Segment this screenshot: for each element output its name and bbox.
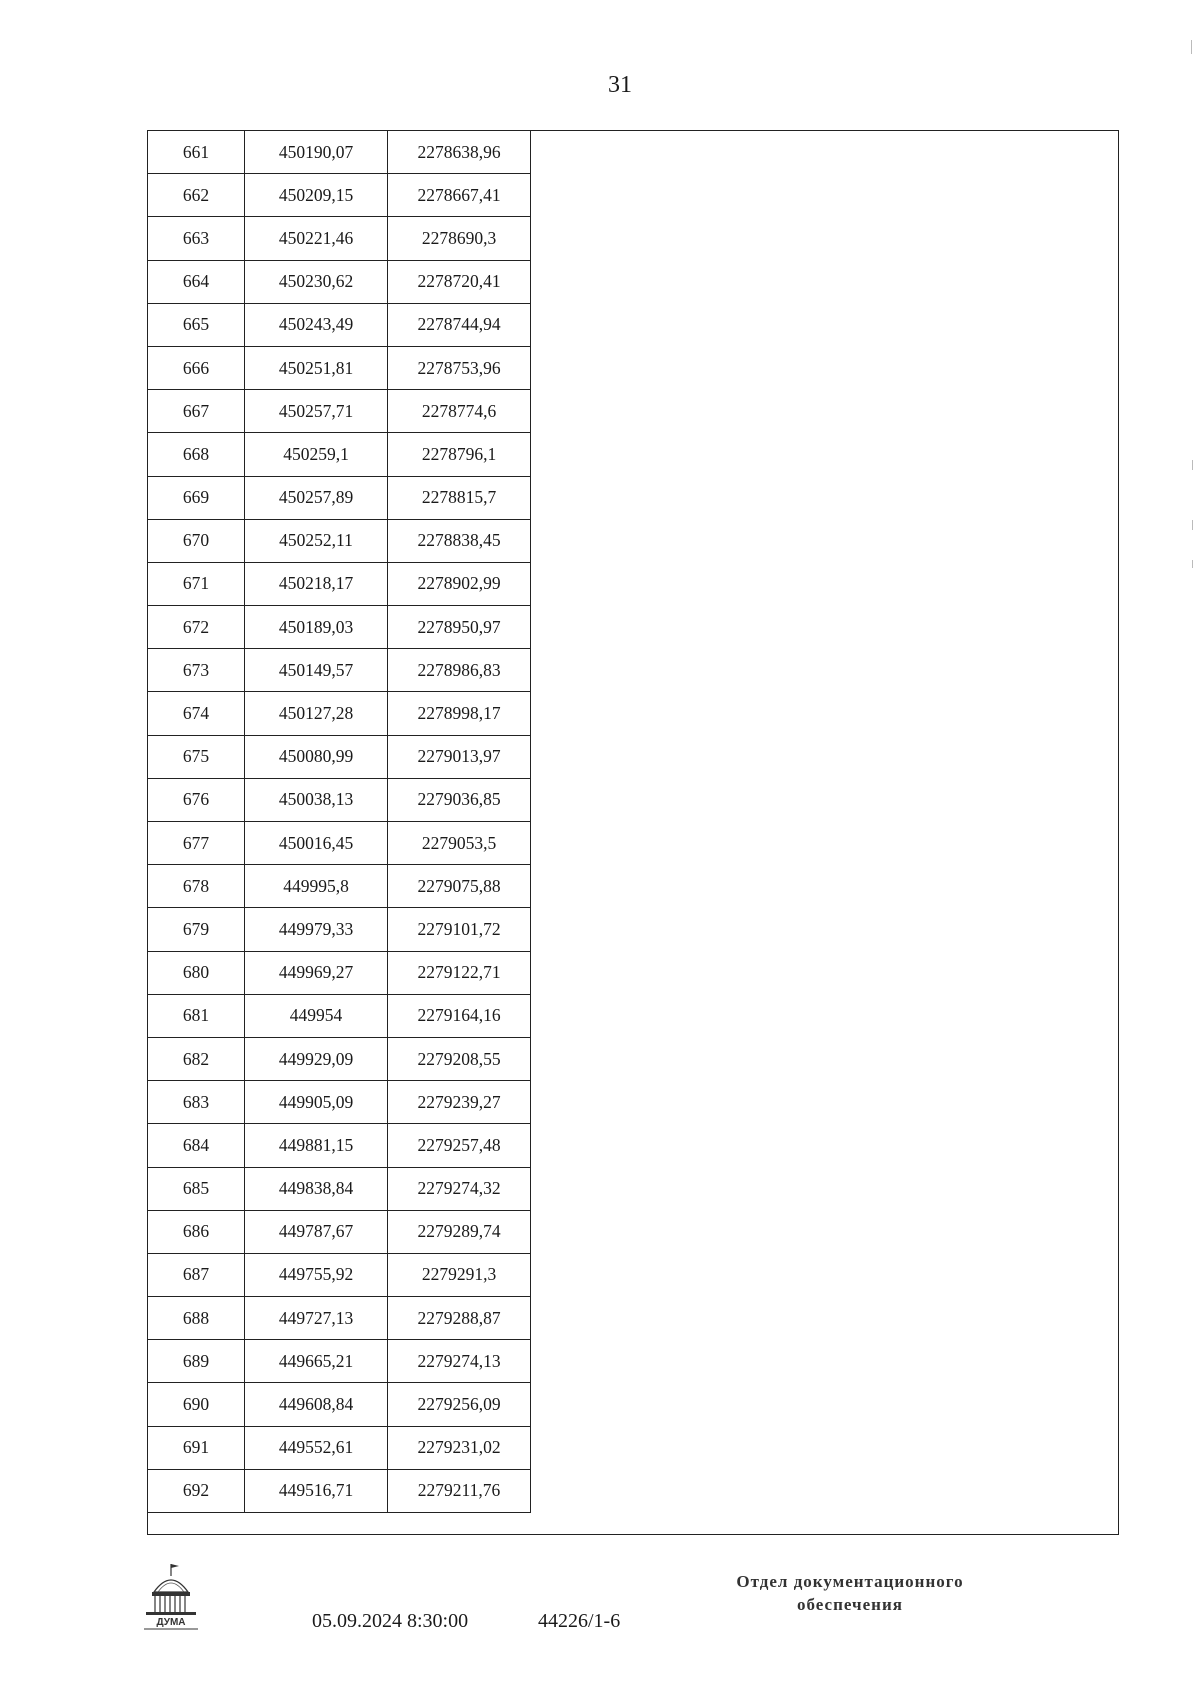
coord-y-cell: 2278998,17 [388,692,531,735]
point-number-cell: 661 [148,131,245,174]
point-number-cell: 664 [148,260,245,303]
table-row [148,390,531,433]
coord-x-cell: 450257,89 [245,476,388,519]
table-row [148,1167,531,1210]
point-number-cell: 686 [148,1210,245,1253]
coord-y-cell: 2278902,99 [388,562,531,605]
point-number-cell: 677 [148,822,245,865]
coord-x-cell: 450257,71 [245,390,388,433]
coord-y-cell: 2279289,74 [388,1210,531,1253]
coord-x-cell: 449995,8 [245,865,388,908]
coord-y-cell: 2279122,71 [388,951,531,994]
coord-y-cell: 2279256,09 [388,1383,531,1426]
coord-y-cell: 2279274,13 [388,1340,531,1383]
coord-y-cell: 2279101,72 [388,908,531,951]
department-line-1: Отдел документационного [736,1572,964,1591]
coord-x-cell: 450251,81 [245,346,388,389]
point-number-cell: 669 [148,476,245,519]
point-number-cell: 678 [148,865,245,908]
table-row [148,994,531,1037]
table-row [148,692,531,735]
point-number-cell: 671 [148,562,245,605]
table-row [148,346,531,389]
coord-y-cell: 2278720,41 [388,260,531,303]
table-row [148,951,531,994]
point-number-cell: 684 [148,1124,245,1167]
coord-x-cell: 450230,62 [245,260,388,303]
point-number-cell: 673 [148,649,245,692]
table-row [148,1340,531,1383]
department-line-2: обеспечения [797,1595,903,1614]
point-number-cell: 681 [148,994,245,1037]
coord-x-cell: 449552,61 [245,1426,388,1469]
coordinates-table [147,130,531,1513]
coord-y-cell: 2279291,3 [388,1253,531,1296]
table-row [148,1426,531,1469]
footer-department-stamp [700,1570,1000,1616]
point-number-cell: 682 [148,1037,245,1080]
coord-y-cell: 2278950,97 [388,606,531,649]
scan-edge-marks [1180,0,1200,1695]
coord-y-cell: 2278753,96 [388,346,531,389]
coord-x-cell: 450127,28 [245,692,388,735]
coord-x-cell: 450218,17 [245,562,388,605]
point-number-cell: 666 [148,346,245,389]
coord-y-cell: 2278986,83 [388,649,531,692]
point-number-cell: 665 [148,303,245,346]
coord-x-cell: 450016,45 [245,822,388,865]
table-row [148,217,531,260]
table-row [148,260,531,303]
coord-y-cell: 2279231,02 [388,1426,531,1469]
table-row [148,562,531,605]
point-number-cell: 692 [148,1469,245,1512]
table-row [148,1297,531,1340]
coord-x-cell: 450149,57 [245,649,388,692]
coord-y-cell: 2278638,96 [388,131,531,174]
table-row [148,1469,531,1512]
point-number-cell: 691 [148,1426,245,1469]
table-row [148,908,531,951]
coord-x-cell: 450190,07 [245,131,388,174]
coord-x-cell: 449881,15 [245,1124,388,1167]
coord-x-cell: 449727,13 [245,1297,388,1340]
coord-y-cell: 2279164,16 [388,994,531,1037]
coord-x-cell: 449608,84 [245,1383,388,1426]
point-number-cell: 662 [148,174,245,217]
coord-x-cell: 449665,21 [245,1340,388,1383]
page-number: 31 [608,72,632,98]
coord-x-cell: 449787,67 [245,1210,388,1253]
table-row [148,822,531,865]
coord-y-cell: 2279211,76 [388,1469,531,1512]
table-row [148,735,531,778]
table-row [148,1081,531,1124]
coord-y-cell: 2279257,48 [388,1124,531,1167]
coord-x-cell: 449969,27 [245,951,388,994]
coord-y-cell: 2279013,97 [388,735,531,778]
point-number-cell: 674 [148,692,245,735]
point-number-cell: 667 [148,390,245,433]
coord-y-cell: 2278796,1 [388,433,531,476]
coord-y-cell: 2278744,94 [388,303,531,346]
coord-x-cell: 449954 [245,994,388,1037]
coord-x-cell: 450243,49 [245,303,388,346]
point-number-cell: 675 [148,735,245,778]
coord-x-cell: 450259,1 [245,433,388,476]
coord-y-cell: 2279053,5 [388,822,531,865]
point-number-cell: 668 [148,433,245,476]
table-row [148,131,531,174]
footer-document-number: 44226/1-6 [538,1610,621,1632]
point-number-cell: 676 [148,778,245,821]
point-number-cell: 687 [148,1253,245,1296]
table-row [148,778,531,821]
point-number-cell: 683 [148,1081,245,1124]
coord-y-cell: 2279288,87 [388,1297,531,1340]
table-row [148,1383,531,1426]
coordinates-table-body [148,131,531,1513]
duma-logo-icon [140,1562,202,1632]
duma-logo-text: ДУМА [156,1617,186,1628]
coord-x-cell: 449979,33 [245,908,388,951]
point-number-cell: 690 [148,1383,245,1426]
coord-y-cell: 2278838,45 [388,519,531,562]
table-row [148,1210,531,1253]
coord-x-cell: 450221,46 [245,217,388,260]
coord-x-cell: 450080,99 [245,735,388,778]
point-number-cell: 680 [148,951,245,994]
coord-x-cell: 450209,15 [245,174,388,217]
point-number-cell: 689 [148,1340,245,1383]
coord-x-cell: 449905,09 [245,1081,388,1124]
point-number-cell: 688 [148,1297,245,1340]
table-row [148,865,531,908]
table-row [148,433,531,476]
point-number-cell: 663 [148,217,245,260]
table-row [148,1253,531,1296]
coord-x-cell: 450252,11 [245,519,388,562]
coord-y-cell: 2279075,88 [388,865,531,908]
point-number-cell: 685 [148,1167,245,1210]
table-row [148,174,531,217]
coord-y-cell: 2279036,85 [388,778,531,821]
coord-x-cell: 449929,09 [245,1037,388,1080]
coord-y-cell: 2279208,55 [388,1037,531,1080]
coord-y-cell: 2278774,6 [388,390,531,433]
table-row [148,476,531,519]
coord-x-cell: 450189,03 [245,606,388,649]
footer-datetime: 05.09.2024 8:30:00 [312,1610,469,1632]
table-row [148,519,531,562]
coord-y-cell: 2278815,7 [388,476,531,519]
coord-x-cell: 450038,13 [245,778,388,821]
coord-x-cell: 449516,71 [245,1469,388,1512]
coord-x-cell: 449755,92 [245,1253,388,1296]
table-row [148,649,531,692]
table-row [148,303,531,346]
table-row [148,1037,531,1080]
table-row [148,606,531,649]
point-number-cell: 672 [148,606,245,649]
coord-y-cell: 2279239,27 [388,1081,531,1124]
table-row [148,1124,531,1167]
coord-y-cell: 2279274,32 [388,1167,531,1210]
coord-y-cell: 2278667,41 [388,174,531,217]
coord-y-cell: 2278690,3 [388,217,531,260]
point-number-cell: 679 [148,908,245,951]
point-number-cell: 670 [148,519,245,562]
coord-x-cell: 449838,84 [245,1167,388,1210]
